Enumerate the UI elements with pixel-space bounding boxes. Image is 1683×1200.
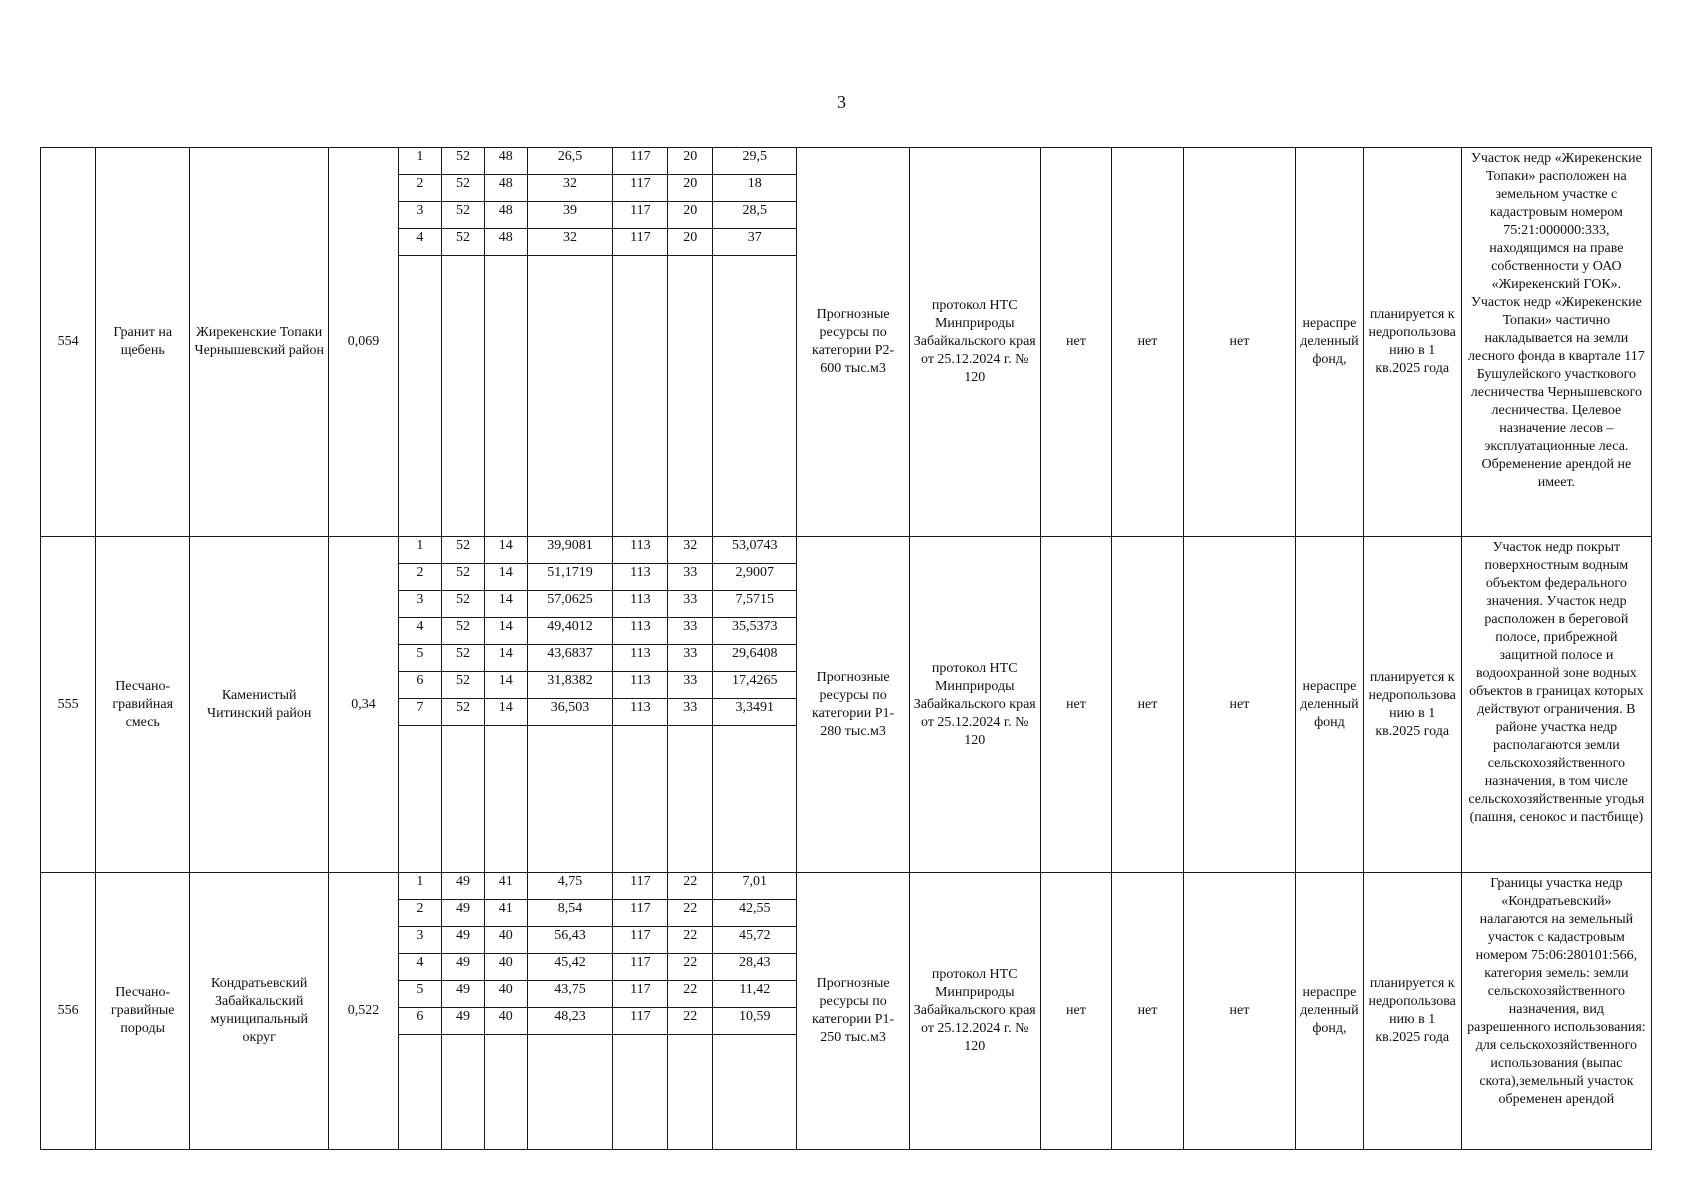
lon-seconds: 10,59 — [713, 1008, 797, 1035]
col-c3: нет — [1183, 873, 1295, 1150]
lon-minutes: 22 — [668, 900, 713, 927]
fund-status: нераспределенный фонд, — [1296, 873, 1363, 1150]
plot-location: Каменистый Читинский район — [190, 537, 329, 873]
plot-note: Границы участка недр «Кондратьевский» налагаются на земельный участок с кадастровым номером 75:06:280101:566, категория земель: земли сельскохозяйственного назначения, вид разрешенного использования: для сельскохозяйственного использования (выпас скота),земельный участок обременен арендой — [1461, 873, 1651, 1150]
lon-seconds: 18 — [713, 175, 797, 202]
coordinate-filler-cell — [668, 1035, 713, 1150]
resources: Прогнозные ресурсы по категории Р2- 600 тыс.м3 — [797, 148, 909, 537]
point-number: 3 — [399, 202, 442, 229]
coordinate-filler-row — [399, 256, 797, 537]
protocol: протокол НТС Минприроды Забайкальского края от 25.12.2024 г. № 120 — [909, 148, 1040, 537]
row-number: 556 — [41, 873, 96, 1150]
lat-minutes: 40 — [484, 927, 527, 954]
lat-minutes: 40 — [484, 954, 527, 981]
lon-degrees: 117 — [613, 873, 668, 900]
coordinate-point-row — [399, 699, 797, 726]
col-c1: нет — [1040, 537, 1112, 873]
table-row — [41, 537, 1652, 873]
lat-degrees: 52 — [442, 175, 485, 202]
plot-area: 0,34 — [329, 537, 399, 873]
coordinate-filler-cell — [527, 256, 613, 537]
coordinate-filler-cell — [613, 1035, 668, 1150]
lat-seconds: 43,75 — [527, 981, 613, 1008]
coordinate-point-row — [399, 873, 797, 900]
lat-seconds: 31,8382 — [527, 672, 613, 699]
row-number: 555 — [41, 537, 96, 873]
coordinate-filler-cell — [484, 726, 527, 873]
lat-minutes: 14 — [484, 537, 527, 564]
lat-degrees: 52 — [442, 591, 485, 618]
coordinates-table — [399, 148, 797, 536]
lat-minutes: 48 — [484, 202, 527, 229]
coordinates-table — [399, 537, 797, 872]
coordinates-table — [399, 873, 797, 1149]
coordinate-point-row — [399, 618, 797, 645]
coordinate-filler-cell — [527, 726, 613, 873]
coordinate-point-row — [399, 564, 797, 591]
coordinate-filler-cell — [713, 1035, 797, 1150]
lon-seconds: 45,72 — [713, 927, 797, 954]
coordinate-point-row — [399, 537, 797, 564]
lon-seconds: 2,9007 — [713, 564, 797, 591]
protocol: протокол НТС Минприроды Забайкальского края от 25.12.2024 г. № 120 — [909, 873, 1040, 1150]
lat-minutes: 14 — [484, 564, 527, 591]
lon-minutes: 20 — [668, 175, 713, 202]
plot-note: Участок недр покрыт поверхностным водным объектом федерального значения. Участок недр расположен в береговой полосе, прибрежной защитной полосе и водоохранной зоне водных объектов в границах которых действуют ограничения. В районе участка недр располагаются земли сельскохозяйственного назначения, в том числе сельскохозяйственные угодья (пашня, сенокос и пастбище) — [1461, 537, 1651, 873]
col-c1: нет — [1040, 148, 1112, 537]
lat-minutes: 14 — [484, 672, 527, 699]
lon-degrees: 117 — [613, 175, 668, 202]
lat-degrees: 49 — [442, 981, 485, 1008]
lat-seconds: 43,6837 — [527, 645, 613, 672]
page-number: 3 — [837, 92, 846, 112]
lon-seconds: 42,55 — [713, 900, 797, 927]
lat-degrees: 52 — [442, 229, 485, 256]
point-number: 2 — [399, 564, 442, 591]
point-number: 1 — [399, 873, 442, 900]
point-number: 4 — [399, 954, 442, 981]
lat-minutes: 48 — [484, 148, 527, 175]
lon-minutes: 33 — [668, 618, 713, 645]
coordinate-point-row — [399, 591, 797, 618]
coordinates-cell — [398, 537, 797, 873]
col-c1: нет — [1040, 873, 1112, 1150]
lat-degrees: 49 — [442, 900, 485, 927]
lon-degrees: 117 — [613, 1008, 668, 1035]
coordinate-filler-cell — [668, 256, 713, 537]
lon-seconds: 29,5 — [713, 148, 797, 175]
mineral-type: Гранит на щебень — [96, 148, 190, 537]
lon-minutes: 33 — [668, 699, 713, 726]
coordinate-point-row — [399, 175, 797, 202]
mineral-type: Песчано-гравийные породы — [96, 873, 190, 1150]
col-c3: нет — [1183, 537, 1295, 873]
coordinate-point-row — [399, 672, 797, 699]
lat-seconds: 56,43 — [527, 927, 613, 954]
col-c2: нет — [1112, 537, 1184, 873]
lat-degrees: 52 — [442, 672, 485, 699]
point-number: 1 — [399, 537, 442, 564]
lat-degrees: 52 — [442, 699, 485, 726]
lat-degrees: 52 — [442, 537, 485, 564]
lon-degrees: 117 — [613, 954, 668, 981]
coordinate-filler-row — [399, 726, 797, 873]
lat-seconds: 26,5 — [527, 148, 613, 175]
lat-seconds: 57,0625 — [527, 591, 613, 618]
col-c2: нет — [1112, 148, 1184, 537]
coordinate-point-row — [399, 954, 797, 981]
lat-seconds: 48,23 — [527, 1008, 613, 1035]
coordinate-filler-cell — [399, 726, 442, 873]
lon-minutes: 22 — [668, 1008, 713, 1035]
protocol: протокол НТС Минприроды Забайкальского края от 25.12.2024 г. № 120 — [909, 537, 1040, 873]
lon-degrees: 117 — [613, 202, 668, 229]
coordinate-point-row — [399, 229, 797, 256]
coordinate-filler-cell — [668, 726, 713, 873]
lon-seconds: 7,5715 — [713, 591, 797, 618]
point-number: 1 — [399, 148, 442, 175]
lon-seconds: 28,5 — [713, 202, 797, 229]
coordinate-filler-cell — [613, 256, 668, 537]
lon-minutes: 33 — [668, 645, 713, 672]
point-number: 3 — [399, 591, 442, 618]
lat-minutes: 14 — [484, 618, 527, 645]
lat-minutes: 41 — [484, 873, 527, 900]
lat-seconds: 39,9081 — [527, 537, 613, 564]
coordinate-point-row — [399, 1008, 797, 1035]
coordinate-filler-cell — [527, 1035, 613, 1150]
fund-status: нераспределенный фонд, — [1296, 148, 1363, 537]
lon-degrees: 113 — [613, 672, 668, 699]
resources: Прогнозные ресурсы по категории Р1- 250 тыс.м3 — [797, 873, 909, 1150]
plot-area: 0,522 — [329, 873, 399, 1150]
point-number: 6 — [399, 672, 442, 699]
lat-minutes: 14 — [484, 699, 527, 726]
lat-seconds: 49,4012 — [527, 618, 613, 645]
lon-seconds: 28,43 — [713, 954, 797, 981]
point-number: 6 — [399, 1008, 442, 1035]
coordinate-point-row — [399, 981, 797, 1008]
point-number: 4 — [399, 229, 442, 256]
coordinate-filler-cell — [442, 256, 485, 537]
lon-degrees: 113 — [613, 537, 668, 564]
lat-minutes: 14 — [484, 645, 527, 672]
lon-minutes: 22 — [668, 981, 713, 1008]
coordinate-point-row — [399, 645, 797, 672]
lat-degrees: 49 — [442, 927, 485, 954]
coordinate-point-row — [399, 148, 797, 175]
point-number: 2 — [399, 900, 442, 927]
lat-minutes: 48 — [484, 229, 527, 256]
lat-degrees: 52 — [442, 618, 485, 645]
lon-minutes: 22 — [668, 954, 713, 981]
lat-seconds: 51,1719 — [527, 564, 613, 591]
table-row — [41, 148, 1652, 537]
lat-seconds: 8,54 — [527, 900, 613, 927]
point-number: 5 — [399, 981, 442, 1008]
lon-minutes: 22 — [668, 873, 713, 900]
plot-location: Кондратьевский Забайкальский муниципальный округ — [190, 873, 329, 1150]
lat-degrees: 52 — [442, 148, 485, 175]
lat-seconds: 39 — [527, 202, 613, 229]
lon-degrees: 113 — [613, 564, 668, 591]
lon-degrees: 117 — [613, 900, 668, 927]
lon-degrees: 113 — [613, 699, 668, 726]
coordinate-filler-cell — [713, 726, 797, 873]
row-number: 554 — [41, 148, 96, 537]
lat-degrees: 49 — [442, 873, 485, 900]
coordinate-filler-cell — [484, 256, 527, 537]
point-number: 4 — [399, 618, 442, 645]
plot-location: Жирекенские Топаки Чернышевский район — [190, 148, 329, 537]
lat-minutes: 41 — [484, 900, 527, 927]
lon-seconds: 3,3491 — [713, 699, 797, 726]
lon-seconds: 11,42 — [713, 981, 797, 1008]
lon-degrees: 117 — [613, 148, 668, 175]
coordinate-point-row — [399, 202, 797, 229]
lat-seconds: 32 — [527, 175, 613, 202]
point-number: 3 — [399, 927, 442, 954]
lat-degrees: 49 — [442, 1008, 485, 1035]
coordinate-filler-cell — [613, 726, 668, 873]
coordinate-point-row — [399, 927, 797, 954]
lat-minutes: 48 — [484, 175, 527, 202]
fund-status: нераспределенный фонд — [1296, 537, 1363, 873]
table-row — [41, 873, 1652, 1150]
point-number: 2 — [399, 175, 442, 202]
lat-seconds: 36,503 — [527, 699, 613, 726]
lon-degrees: 113 — [613, 618, 668, 645]
lat-minutes: 40 — [484, 1008, 527, 1035]
mineral-type: Песчано-гравийная смесь — [96, 537, 190, 873]
lat-degrees: 52 — [442, 645, 485, 672]
table-body — [41, 148, 1652, 1150]
lon-degrees: 117 — [613, 981, 668, 1008]
coordinate-point-row — [399, 900, 797, 927]
plot-area: 0,069 — [329, 148, 399, 537]
point-number: 7 — [399, 699, 442, 726]
lon-seconds: 29,6408 — [713, 645, 797, 672]
resources: Прогнозные ресурсы по категории Р1- 280 тыс.м3 — [797, 537, 909, 873]
lat-minutes: 40 — [484, 981, 527, 1008]
plot-note: Участок недр «Жирекенские Топаки» расположен на земельном участке с кадастровым номером 75:21:000000:333, находящимся на праве собственности у ОАО «Жирекенский ГОК». Участок недр «Жирекенские Топаки» частично накладывается на земли лесного фонда в квартале 117 Бушулейского участкового лесничества Чернышевского лесничества. Целевое назначение лесов – эксплуатационные леса. Обременение арендой не имеет. — [1461, 148, 1651, 537]
lon-seconds: 53,0743 — [713, 537, 797, 564]
coordinate-filler-cell — [713, 256, 797, 537]
lat-seconds: 4,75 — [527, 873, 613, 900]
plan-status: планируется к недропользованию в 1 кв.2025 года — [1363, 148, 1461, 537]
lon-degrees: 113 — [613, 591, 668, 618]
lon-seconds: 7,01 — [713, 873, 797, 900]
lat-seconds: 32 — [527, 229, 613, 256]
lon-seconds: 37 — [713, 229, 797, 256]
coordinate-filler-row — [399, 1035, 797, 1150]
lon-minutes: 33 — [668, 564, 713, 591]
coordinate-filler-cell — [442, 1035, 485, 1150]
plan-status: планируется к недропользованию в 1 кв.2025 года — [1363, 873, 1461, 1150]
lat-minutes: 14 — [484, 591, 527, 618]
lon-minutes: 22 — [668, 927, 713, 954]
lon-minutes: 33 — [668, 672, 713, 699]
subsoil-plots-table — [40, 147, 1652, 1150]
coordinate-filler-cell — [442, 726, 485, 873]
coordinates-cell — [398, 148, 797, 537]
coordinate-filler-cell — [399, 1035, 442, 1150]
lon-minutes: 20 — [668, 148, 713, 175]
lat-degrees: 52 — [442, 202, 485, 229]
lon-seconds: 17,4265 — [713, 672, 797, 699]
lon-degrees: 117 — [613, 927, 668, 954]
lon-minutes: 20 — [668, 202, 713, 229]
coordinates-cell — [398, 873, 797, 1150]
col-c2: нет — [1112, 873, 1184, 1150]
lon-degrees: 117 — [613, 229, 668, 256]
lat-seconds: 45,42 — [527, 954, 613, 981]
plan-status: планируется к недропользованию в 1 кв.2025 года — [1363, 537, 1461, 873]
lat-degrees: 49 — [442, 954, 485, 981]
lon-seconds: 35,5373 — [713, 618, 797, 645]
lon-minutes: 20 — [668, 229, 713, 256]
lon-minutes: 33 — [668, 591, 713, 618]
register-table-wrapper — [40, 147, 1652, 1135]
lon-degrees: 113 — [613, 645, 668, 672]
coordinate-filler-cell — [484, 1035, 527, 1150]
lon-minutes: 32 — [668, 537, 713, 564]
point-number: 5 — [399, 645, 442, 672]
col-c3: нет — [1183, 148, 1295, 537]
coordinate-filler-cell — [399, 256, 442, 537]
lat-degrees: 52 — [442, 564, 485, 591]
